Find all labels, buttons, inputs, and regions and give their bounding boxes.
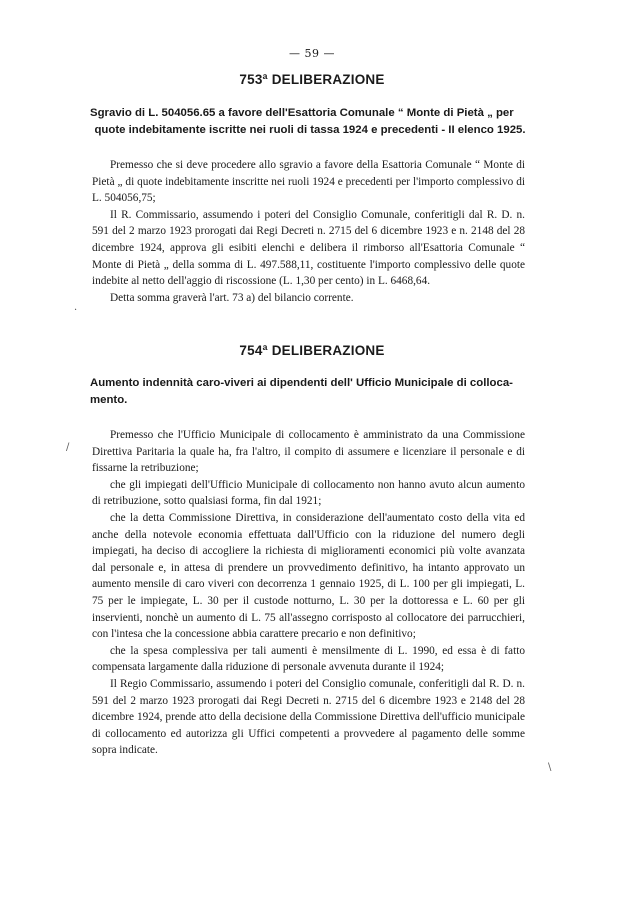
paragraph: Il Regio Commissario, assumendo i poteri del Consiglio comunale, conferitigli dal R. D. n. 591 del 2 marzo 1923 prorogati dai Regi Decreti n. 2715 del 6 dicembre 1923 e 2148 del 28 dicembre 1924, prende atto della decisione della Commissione Direttiva dell'ufficio municipale di collocamento ed autorizza gli Uffici competenti a provvedere al pagamento delle somme sopra indicate. (92, 677, 525, 757)
paragraph: Detta somma graverà l'art. 73 a) del bilancio corrente. (110, 291, 354, 304)
page-number: — 59 — (289, 47, 335, 60)
paragraph: che la detta Commissione Direttiva, in considerazione dell'aumentato costo della vita ed anche della notevole economia effettuata dall'Ufficio con la riduzione del numero degli impiegati, ha deciso di accogliere la richiesta di miglioramenti economici più volte avanzata dal personale e, in attesa di prendere un provvedimento definitivo, ha intanto approvato un aumento mensile di caro viveri con decorrenza 1 gennaio 1925, di L. 100 per gli impiegati, L. 75 per le impiegate, L. 30 per il custode notturno, L. 30 per la dottoressa e L. 60 per gli inservienti, nonchè un aumento di L. 75 all'assegno corrisposto al collocatore dei parrucchieri, con l'intesa che la concessione abbia carattere precario e non definitivo; (92, 511, 525, 641)
section-754-heading: 754ª DELIBERAZIONE (239, 343, 385, 358)
paragraph: Premesso che l'Ufficio Municipale di collocamento è amministrato da una Commissione Direttiva Paritaria la quale ha, fra l'altro, il compito di assumere e licenziare il personale e di fissarne la retribuzione; (92, 429, 525, 475)
section-753-body (92, 157, 525, 306)
section-754-subject-line2: mento. (90, 394, 128, 406)
paragraph: Il R. Commissario, assumendo i poteri del Consiglio Comunale, conferitigli dal R. D. n. 591 del 2 marzo 1923 prorogati dai Regi Decreti n. 2715 del 6 dicembre 1923 e n. 2148 del 28 dicembre 1924, approva gli esibiti elenchi e delibera il rimborso all'Esattoria Comunale “ Monte di Pietà „ della somma di L. 497.588,11, costituente l'importo complessivo delle quote indebite al netto dell'aggio di riscossione (L. 1,30 per cento) in L. 6468,64. (92, 208, 525, 288)
section-753-heading: 753ª DELIBERAZIONE (239, 72, 385, 87)
paragraph: Premesso che si deve procedere allo sgravio a favore della Esattoria Comunale “ Monte di Pietà „ di quote indebitamente inscritte nei ruoli 1924 e precedenti per l'importo complessivo di L. 504056,75; (92, 159, 525, 205)
scan-mark: \ (548, 762, 552, 773)
section-754-subject (90, 375, 530, 409)
scan-mark: · (74, 305, 78, 316)
paragraph: che gli impiegati dell'Ufficio Municipale di collocamento non hanno avuto alcun aumento di retribuzione, sotto qualsiasi forma, fin dal 1921; (92, 478, 525, 508)
section-754-subject-line1: Aumento indennità caro-viveri ai dipendenti dell' Ufficio Municipale di colloca- (90, 377, 513, 389)
section-753-subject-line2: quote indebitamente iscritte nei ruoli di tassa 1924 e precedenti - II elenco 1925. (94, 124, 526, 136)
section-754-body (92, 427, 525, 759)
section-753-subject-line1: Sgravio di L. 504056.65 a favore dell'Esattoria Comunale “ Monte di Pietà „ per (90, 107, 514, 119)
paragraph: che la spesa complessiva per tali aumenti è mensilmente di L. 1990, ed essa è di fatto compensata largamente dalla riduzione di personale avvenuta durante il 1924; (92, 644, 525, 674)
scan-mark: / (66, 442, 70, 453)
section-753-subject (90, 105, 530, 139)
